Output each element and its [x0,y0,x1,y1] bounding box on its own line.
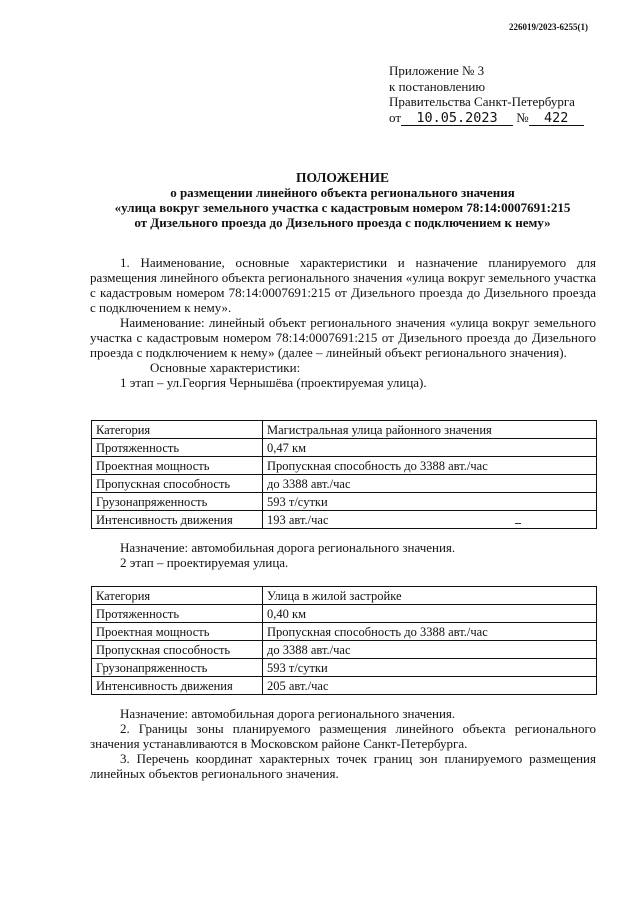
table-row [92,677,597,695]
table-cell: Интенсивность движения [92,677,263,695]
stage-2-intro [90,540,596,570]
table-row [92,457,597,475]
table-cell: Категория [92,587,263,605]
appendix-date-line [389,110,584,126]
table-cell: Категория [92,421,263,439]
purpose-1: Назначение: автомобильная дорога регионального значения. [120,540,456,555]
table-cell: 205 авт./час [263,677,597,695]
table-cell: Пропускная способность [92,641,263,659]
stage-2-table [91,586,597,695]
decree-number: 422 [529,111,584,126]
appendix-line-3: Правительства Санкт-Петербурга [389,94,575,109]
paragraph-section-2: 2. Границы зоны планируемого размещения линейного объекта регионального значения устанавливаются в Московском районе Санкт-Петербурга. [90,721,596,751]
paragraph-1: 1. Наименование, основные характеристики и назначение планируемого для размещения линейного объекта регионального значения «улица вокруг земельного участка с кадастровым номером 78:14:0007691:215 от Дизельного проезда до Дизельного проезда с подключением к нему». [90,255,596,315]
purpose-2: Назначение: автомобильная дорога регионального значения. [120,706,456,721]
table-cell: Грузонапряженность [92,659,263,677]
table-cell: Проектная мощность [92,457,263,475]
table-cell: 193 авт./час [263,511,597,529]
appendix-line-1: Приложение № 3 [389,63,485,78]
paragraph-section-3: 3. Перечень координат характерных точек границ зон планируемого размещения линейных объектов регионального значения. [90,751,596,781]
table-cell: Протяженность [92,605,263,623]
table-cell: 0,47 км [263,439,597,457]
table-cell: Пропускная способность до 3388 авт./час [263,457,597,475]
stage-2-label: 2 этап – проектируемая улица. [120,555,289,570]
table-row [92,439,597,457]
table-cell: до 3388 авт./час [263,641,597,659]
closing-text [90,706,596,781]
table-cell: до 3388 авт./час [263,475,597,493]
table-row [92,605,597,623]
title-line-4: от Дизельного проезда до Дизельного проезда с подключением к нему» [134,215,551,230]
stage-1-label: 1 этап – ул.Георгия Чернышёва (проектируемая улица). [120,375,427,390]
appendix-line-2: к постановлению [389,78,486,94]
table-cell: 593 т/сутки [263,493,597,511]
section-1-text [90,255,596,390]
table-row [92,659,597,677]
table-row [92,623,597,641]
scan-mark [515,523,521,524]
from-label: от [389,109,402,125]
stage-1-table [91,420,597,529]
table-cell: 0,40 км [263,605,597,623]
characteristics-label: Основные характеристики: [150,360,301,375]
table-cell: Интенсивность движения [92,511,263,529]
table-row [92,587,597,605]
document-number: 226019/2023-6255(1) [509,22,588,32]
table-cell: Улица в жилой застройке [263,587,597,605]
number-label: № [516,109,529,125]
document-title [90,170,595,230]
title-line-3: «улица вокруг земельного участка с кадастровым номером 78:14:0007691:215 [114,200,571,215]
paragraph-2: Наименование: линейный объект регионального значения «улица вокруг земельного участка с кадастровым номером 78:14:0007691:215 от Дизельного проезда до Дизельного проезда с подключением к нему» (далее – линейный объект регионального значения). [90,315,596,360]
table-row [92,493,597,511]
title-heading: ПОЛОЖЕНИЕ [296,170,389,185]
table-cell: Пропускная способность до 3388 авт./час [263,623,597,641]
table-cell: 593 т/сутки [263,659,597,677]
table-row [92,421,597,439]
table-cell: Грузонапряженность [92,493,263,511]
table-cell: Проектная мощность [92,623,263,641]
table-cell: Магистральная улица районного значения [263,421,597,439]
title-line-2: о размещении линейного объекта регионального значения [170,185,515,200]
appendix-header [389,63,584,126]
table-row [92,475,597,493]
table-row [92,511,597,529]
table-cell: Пропускная способность [92,475,263,493]
table-cell: Протяженность [92,439,263,457]
decree-date: 10.05.2023 [401,111,513,126]
table-row [92,641,597,659]
